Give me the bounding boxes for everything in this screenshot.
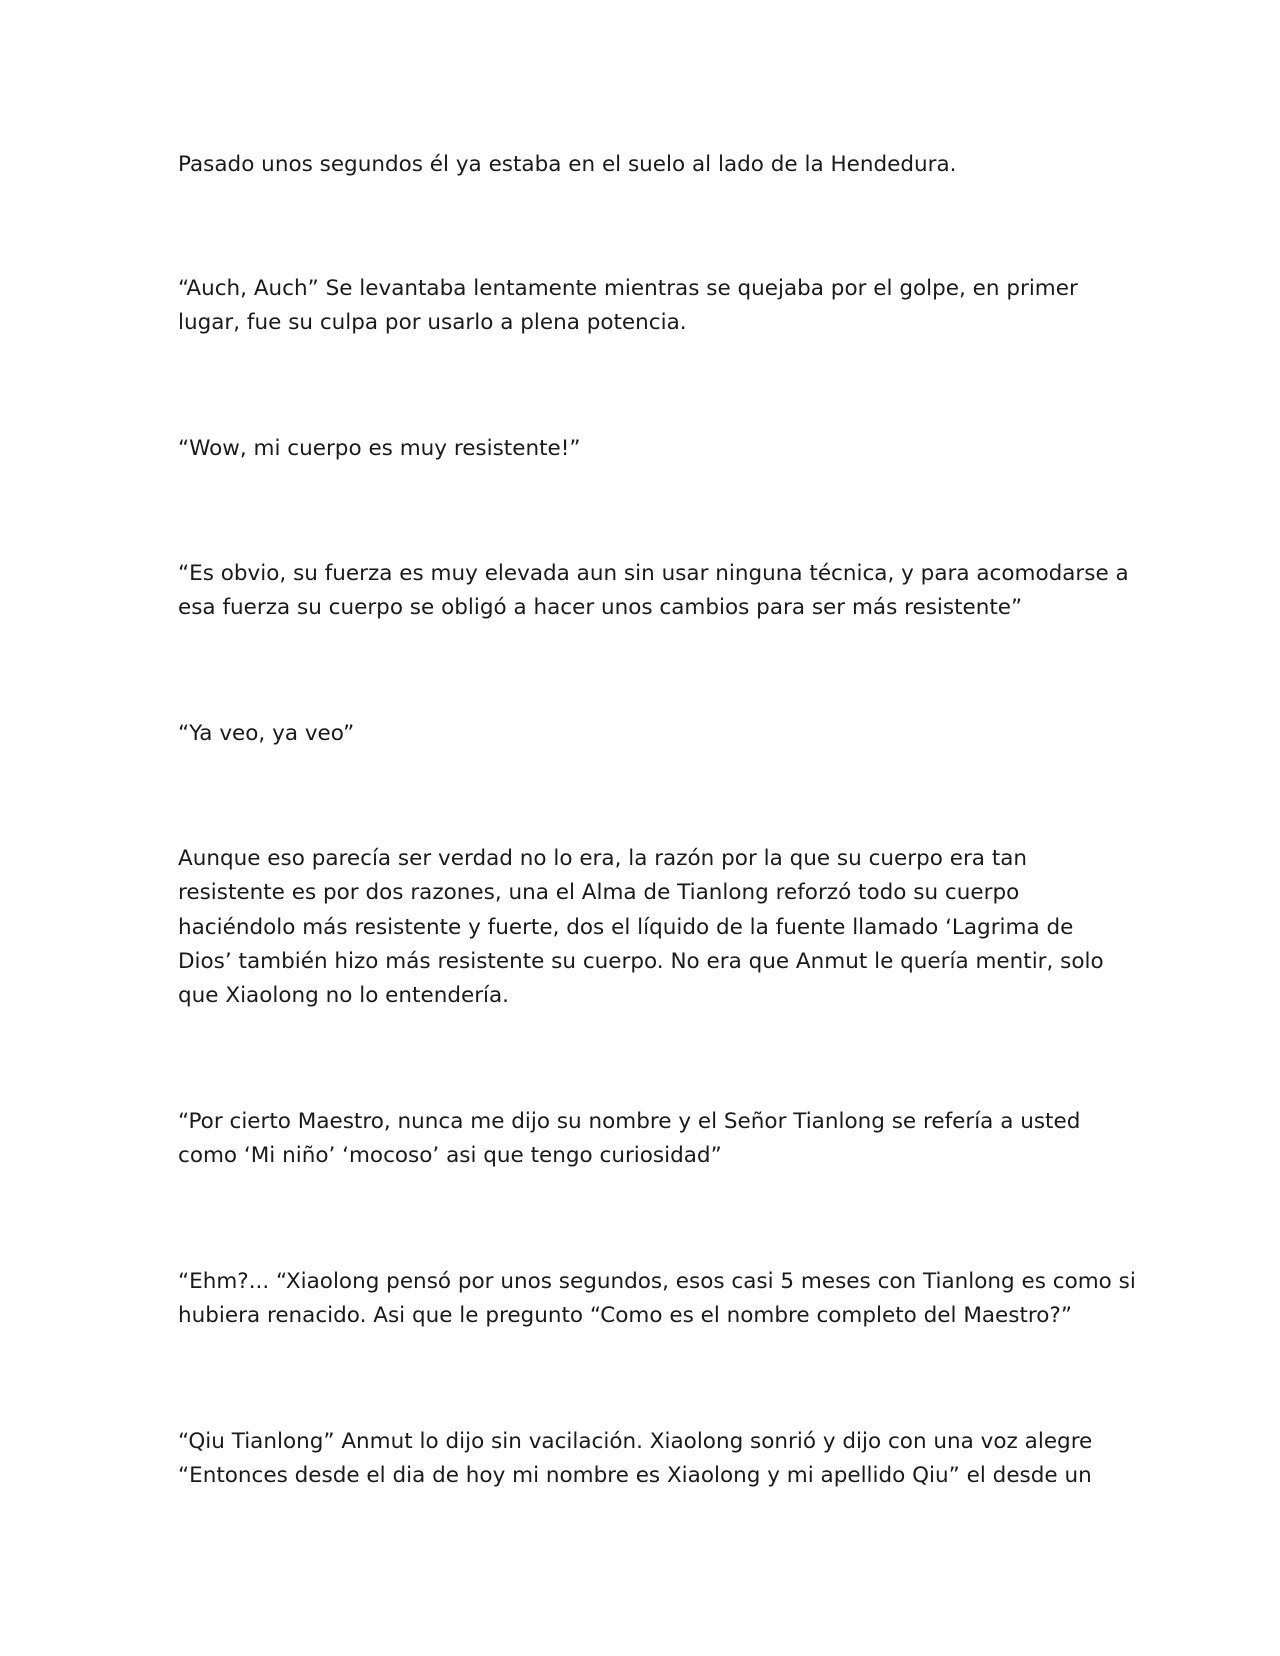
text-line: haciéndolo más resistente y fuerte, dos el líquido de la fuente llamado ‘Lagrima de	[178, 914, 1074, 940]
paragraph-9	[178, 1425, 1098, 1494]
paragraph-5	[178, 717, 1098, 751]
text-line: “Por cierto Maestro, nunca me dijo su nombre y el Señor Tianlong se refería a usted	[178, 1109, 1081, 1134]
text-line: Aunque eso parecía ser verdad no lo era, la razón por la que su cuerpo era tan	[178, 846, 1028, 871]
text-line: “Qiu Tianlong” Anmut lo dijo sin vacilación. Xiaolong sonrió y dijo con una voz alegre	[178, 1429, 1093, 1454]
text-line: resistente es por dos razones, una el Alma de Tianlong reforzó todo su cuerpo	[178, 880, 1020, 906]
paragraph-2	[178, 272, 1098, 341]
paragraph-8	[178, 1265, 1136, 1334]
paragraph-7	[178, 1105, 1098, 1174]
text-line: “Wow, mi cuerpo es muy resistente!”	[178, 436, 581, 461]
paragraph-1	[178, 148, 1098, 182]
text-line: “Es obvio, su fuerza es muy elevada aun sin usar ninguna técnica, y para acomodarse a	[178, 561, 1129, 586]
paragraph-4	[178, 557, 1129, 626]
text-line: esa fuerza su cuerpo se obligó a hacer unos cambios para ser más resistente”	[178, 595, 1023, 621]
text-line: lugar, fue su culpa por usarlo a plena potencia.	[178, 310, 687, 336]
text-line: Pasado unos segundos él ya estaba en el suelo al lado de la Hendedura.	[178, 152, 957, 177]
paragraph-3	[178, 432, 1098, 466]
text-line: “Ya veo, ya veo”	[178, 721, 355, 746]
paragraph-6	[178, 842, 1104, 1013]
text-line: “Entonces desde el dia de hoy mi nombre es Xiaolong y mi apellido Qiu” el desde un	[178, 1463, 1092, 1489]
text-line: Dios’ también hizo más resistente su cuerpo. No era que Anmut le quería mentir, solo	[178, 948, 1104, 974]
text-line: hubiera renacido. Asi que le pregunto “Como es el nombre completo del Maestro?”	[178, 1303, 1072, 1329]
text-line: “Auch, Auch” Se levantaba lentamente mientras se quejaba por el golpe, en primer	[178, 276, 1078, 301]
text-line: “Ehm?... “Xiaolong pensó por unos segundos, esos casi 5 meses con Tianlong es como si	[178, 1269, 1136, 1294]
text-line: que Xiaolong no lo entendería.	[178, 983, 510, 1009]
text-line: como ‘Mi niño’ ‘mocoso’ asi que tengo curiosidad”	[178, 1143, 722, 1169]
